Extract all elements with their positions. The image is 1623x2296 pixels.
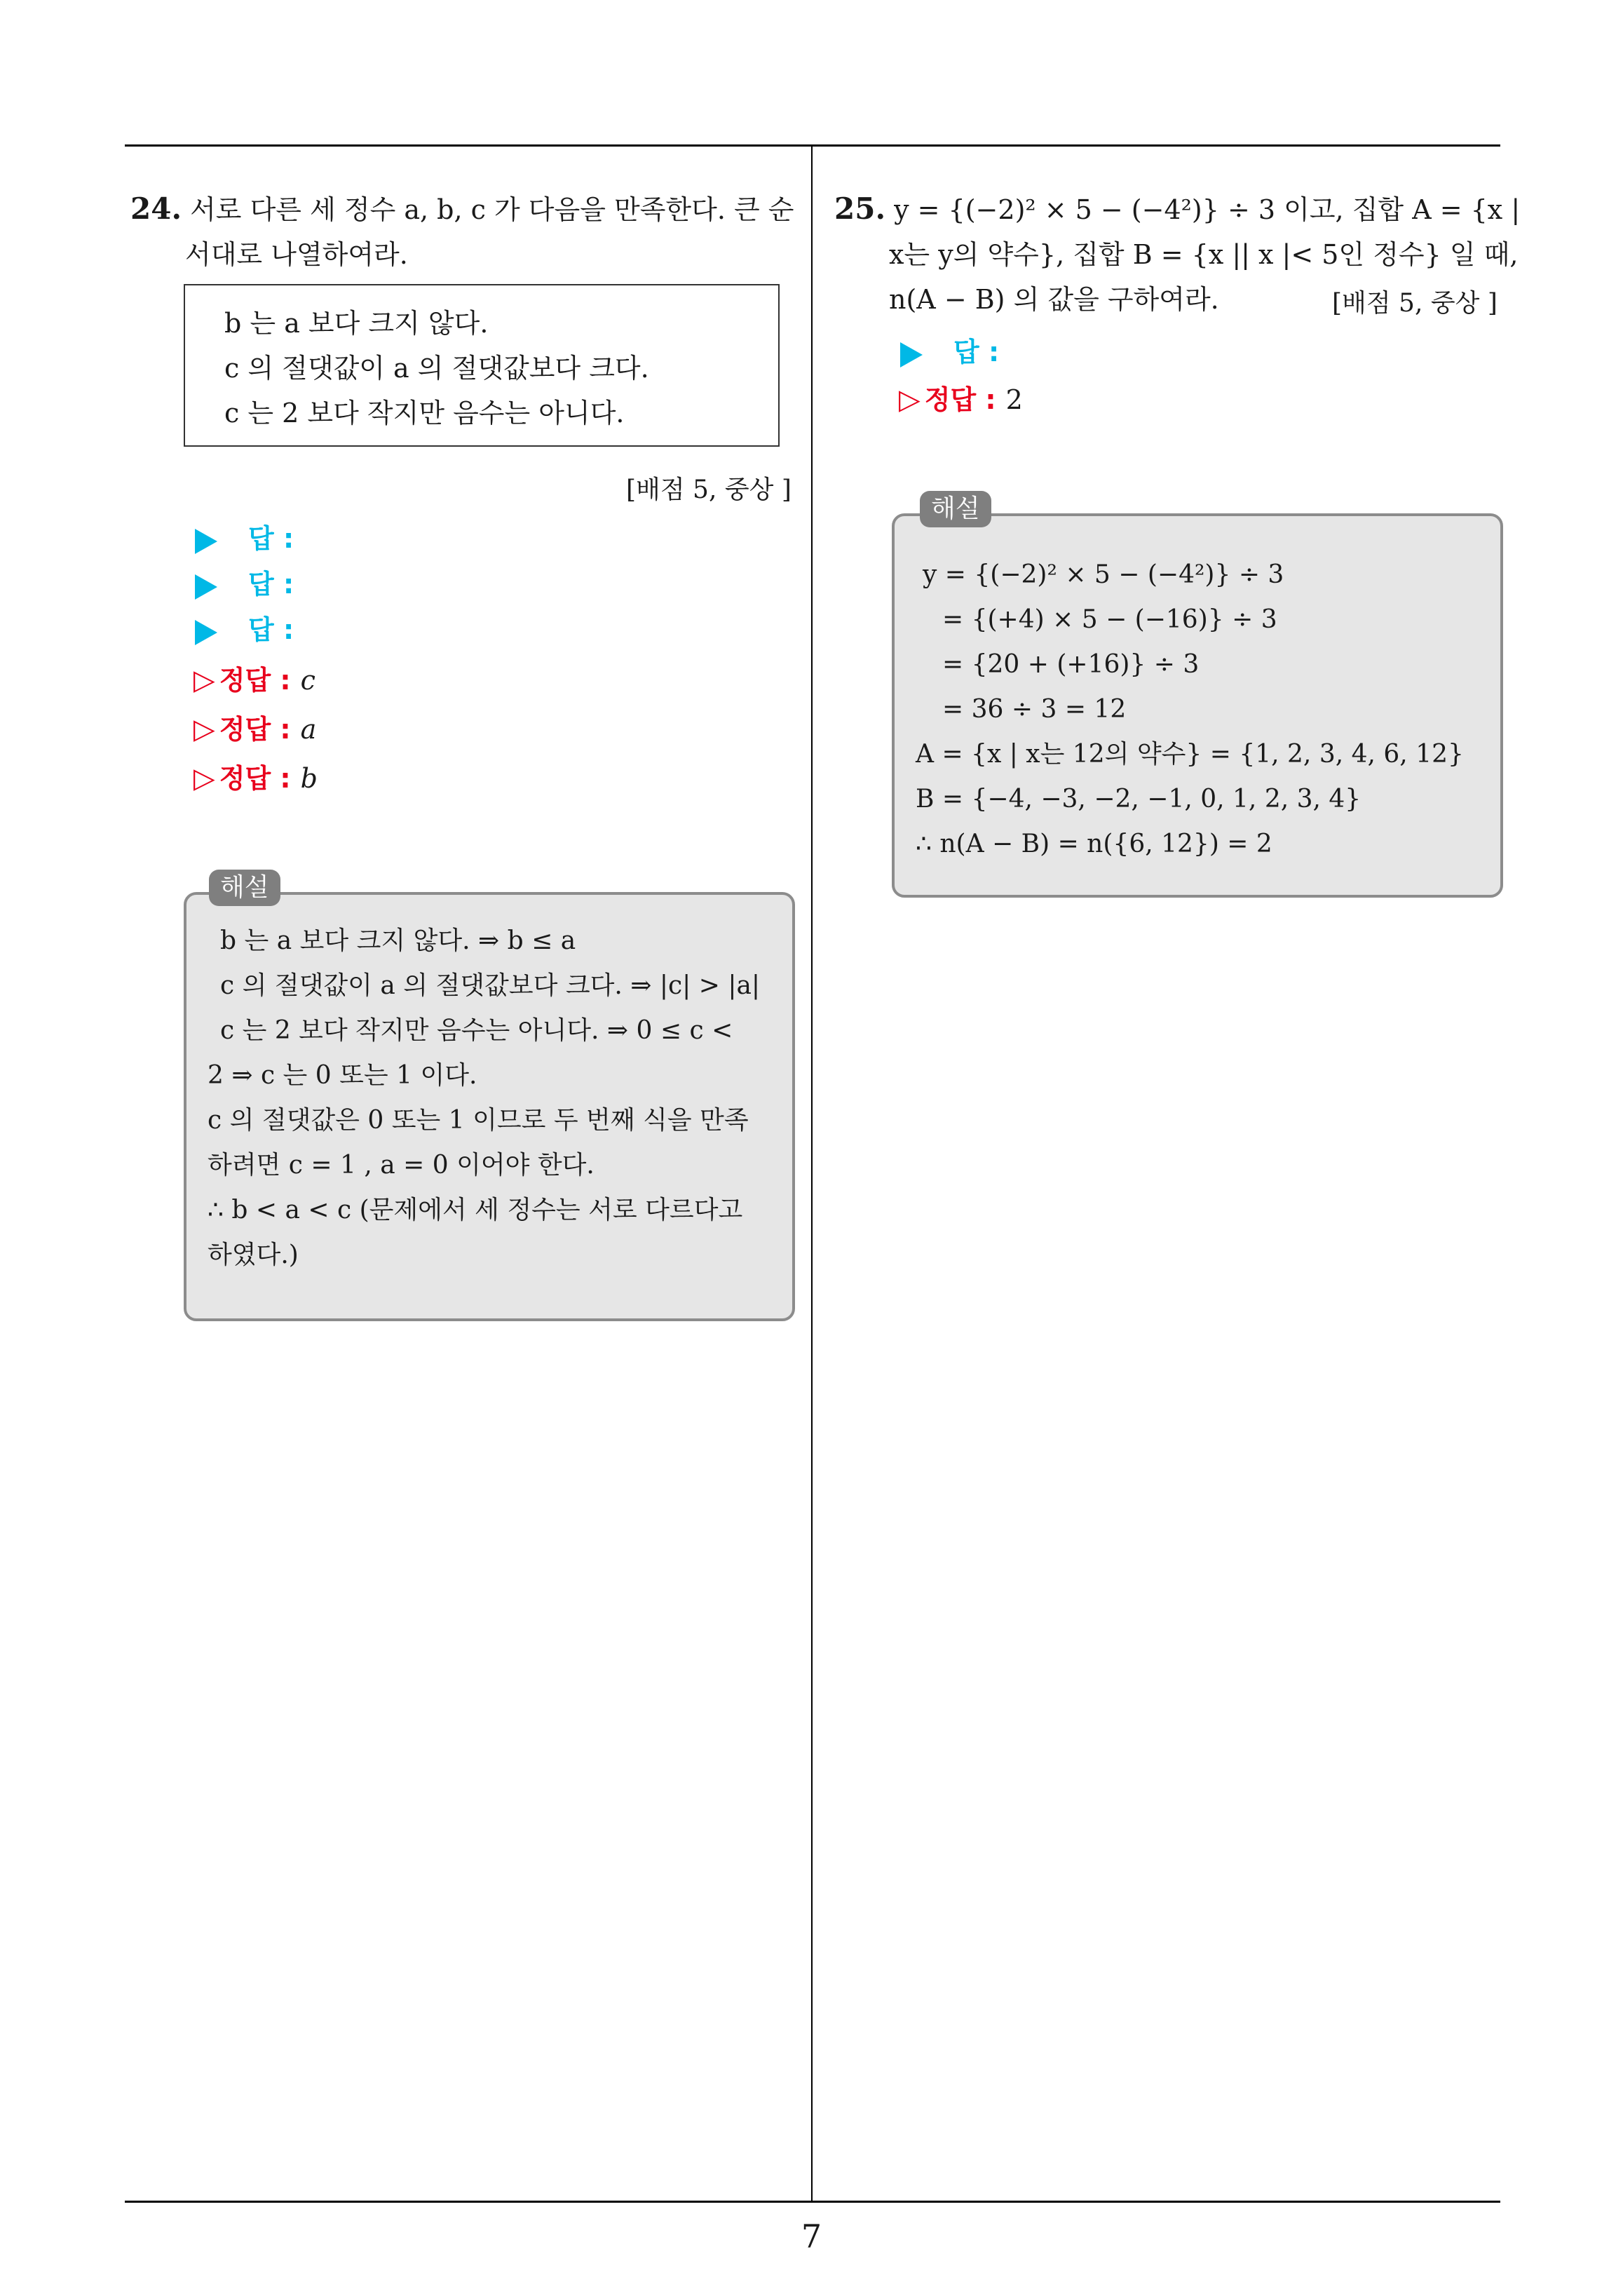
page-number: 7 [801, 2217, 822, 2255]
answer-field-2[interactable]: 답 : [195, 570, 294, 600]
play-arrow-icon [195, 620, 217, 645]
condition-3: c 는 2 보다 작지만 음수는 아니다. [224, 398, 625, 428]
bottom-rule [125, 2201, 1500, 2203]
question-24 [130, 187, 803, 277]
condition-2: c 의 절댓값이 a 의 절댓값보다 크다. [224, 353, 649, 384]
answer-field-1[interactable]: 답 : [195, 525, 294, 554]
condition-1: b 는 a 보다 크지 않다. [224, 308, 489, 339]
question-number: 25. [834, 191, 886, 226]
solution-box-25: y = {(−2)² × 5 − (−4²)} ÷ 3 = {(+4) × 5 − (−16)} ÷ 3 = {20 + (+16)} ÷ 3 = 36 ÷ 3 = 12 A = {x | x는 12의 약수} = {1, 2, 3, 4, 6, 12} B = {−4, −3, −2, −1, 0, 1, 2, 3, 4} ∴ n(A − B) = n({6, 12}) = 2 [892, 513, 1503, 898]
question-24-score: [배점 5, 중상 ] [626, 475, 792, 504]
outline-triangle-icon: ▷ [193, 664, 215, 696]
question-25-score: [배점 5, 중상 ] [1332, 289, 1498, 318]
question-24-line2: 서대로 나열하여라. [185, 239, 408, 270]
answer-field-3[interactable]: 답 : [195, 616, 294, 645]
play-arrow-icon [900, 342, 923, 367]
solution-tag: 해설 [920, 491, 991, 527]
outline-triangle-icon: ▷ [899, 384, 921, 416]
correct-answer-2: ▷ 정답 : a [193, 713, 317, 745]
solution-box-24: b 는 a 보다 크지 않다. ⇒ b ≤ a c 의 절댓값이 a 의 절댓값보다 크다. ⇒ |c| > |a| c 는 2 보다 작지만 음수는 아니다. ⇒ 0 ≤ c < 2 ⇒ c 는 0 또는 1 이다. c 의 절댓값은 0 또는 1 이므로 두 번째 식을 만족 하려면 c = 1 , a = 0 이어야 한다. ∴ b < a < c (문제에서 세 정수는 서로 다르다고 하였다.) [184, 892, 795, 1321]
solution-tag: 해설 [209, 870, 280, 906]
correct-answer-1: ▷ 정답 : c [193, 664, 315, 696]
question-24-line1: 24. 서로 다른 세 정수 a, b, c 가 다음을 만족한다. 큰 순 [130, 191, 794, 226]
outline-triangle-icon: ▷ [193, 762, 215, 795]
outline-triangle-icon: ▷ [193, 713, 215, 745]
question-number: 24. [130, 191, 182, 226]
question-25-line1: 25. y = {(−2)² × 5 − (−4²)} ÷ 3 이고, 집합 A = {x | [834, 191, 1521, 226]
correct-answer-3: ▷ 정답 : b [193, 762, 318, 795]
conditions-box [184, 284, 780, 447]
answer-field-25[interactable]: 답 : [900, 338, 999, 367]
correct-answer-25: ▷ 정답 : 2 [899, 384, 1023, 416]
question-25-line3: n(A − B) 의 값을 구하여라. [889, 284, 1219, 315]
play-arrow-icon [195, 529, 217, 554]
play-arrow-icon [195, 574, 217, 600]
question-25-line2: x는 y의 약수}, 집합 B = {x || x |< 5인 정수} 일 때, [889, 239, 1519, 270]
top-rule [125, 144, 1500, 147]
column-divider [811, 144, 813, 2202]
